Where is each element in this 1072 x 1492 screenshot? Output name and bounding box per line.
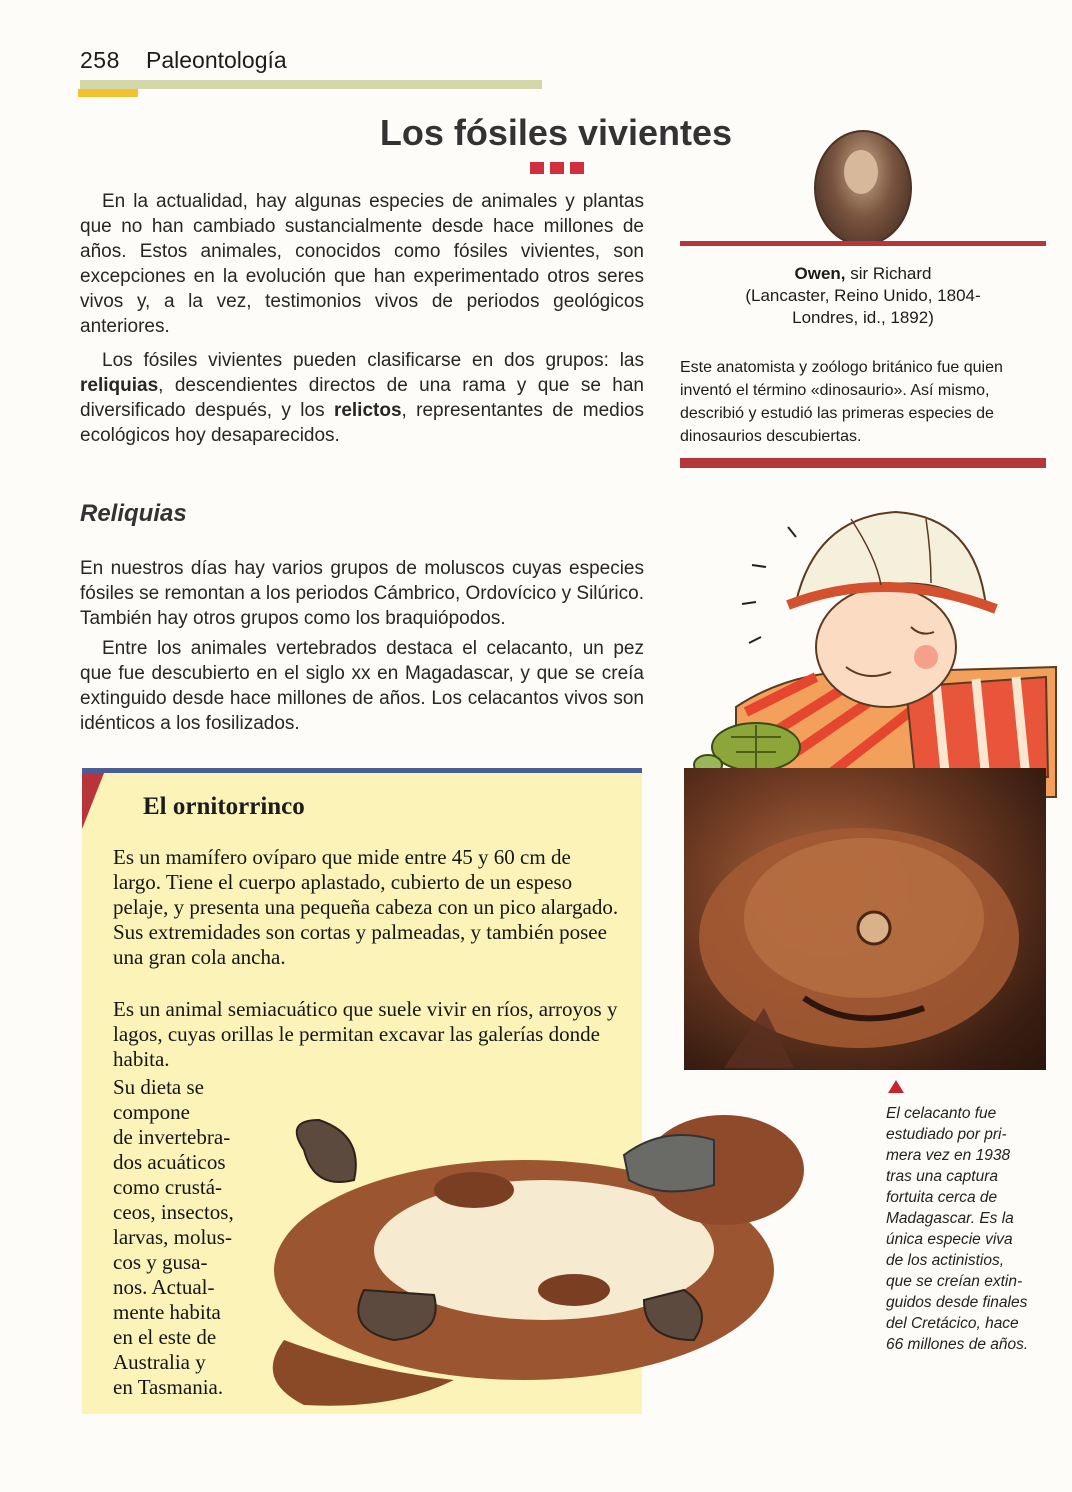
platypus-illustration bbox=[244, 1080, 844, 1410]
caption-line: única especie viva bbox=[886, 1231, 1013, 1248]
section-name: Paleontología bbox=[146, 47, 287, 73]
intro-paragraph-2 bbox=[80, 348, 644, 448]
box-line: dos acuáticos bbox=[113, 1150, 226, 1174]
explorer-cartoon-illustration bbox=[676, 497, 1066, 802]
box-paragraph-1: Es un mamífero ovíparo que mide entre 45 y 60 cm de largo. Tiene el cuerpo aplastado, cubierto de un espeso pelaje, y presenta una pequeña cabeza con un pico alargado. Sus extremidades son cortas y palmeadas, y también posee una gran cola ancha. bbox=[113, 845, 619, 969]
intro-text-b: , descendientes directos de una rama y que se han diversificado después, y los bbox=[80, 375, 644, 421]
box-line: como crustá- bbox=[113, 1175, 223, 1199]
bio-origin: (Lancaster, Reino Unido, 1804- bbox=[745, 286, 981, 305]
bio-name-rest: sir Richard bbox=[845, 264, 932, 283]
box-line: nos. Actual- bbox=[113, 1275, 215, 1299]
caption-line: tras una captura bbox=[886, 1168, 999, 1185]
caption-line: del Cretácico, hace bbox=[886, 1315, 1019, 1332]
intro-text-c: , representantes de medios ecológicos hoy desaparecidos. bbox=[80, 400, 645, 446]
bio-rule-top bbox=[680, 241, 1046, 246]
section-heading-reliquias: Reliquias bbox=[80, 500, 187, 527]
bio-heading bbox=[682, 263, 1044, 329]
header-accent bbox=[78, 89, 138, 97]
box-paragraph-2: Es un animal semiacuático que suele vivir en ríos, arroyos y lagos, cuyas orillas le permitan excavar las galerías donde habita. bbox=[113, 997, 618, 1071]
bio-description: Este anatomista y zoólogo británico fue quien inventó el término «dinosaurio». Así mismo, describió y estudió las primeras especies de dinosaurios descubiertas. bbox=[680, 359, 1003, 445]
box-title: El ornitorrinco bbox=[143, 793, 305, 820]
caption-line: guidos desde finales bbox=[886, 1294, 1028, 1311]
page-title: Los fósiles vivientes bbox=[379, 112, 733, 153]
caption-line: 66 millones de años. bbox=[886, 1336, 1029, 1353]
owen-portrait-face bbox=[844, 150, 878, 194]
bio-rule-bottom bbox=[680, 458, 1046, 468]
box-line: Su dieta se compone bbox=[113, 1075, 204, 1124]
coelacanth-caption bbox=[886, 1103, 1050, 1355]
reliquias-paragraph-1: En nuestros días hay varios grupos de moluscos cuyas especies fósiles se remontan a los periodos Cámbrico, Ordovícico y Silúrico. También hay otros grupos como los braquiópodos. bbox=[80, 558, 644, 629]
box-paragraph-3 bbox=[113, 1075, 283, 1400]
box-line: Australia y bbox=[113, 1350, 206, 1374]
box-corner-accent bbox=[82, 773, 104, 829]
caption-line: fortuita cerca de bbox=[886, 1189, 998, 1206]
caption-line: mera vez en 1938 bbox=[886, 1147, 1011, 1164]
term-reliquias: reliquias bbox=[80, 375, 159, 396]
page-number: 258 bbox=[80, 47, 120, 73]
coelacanth-photo bbox=[684, 768, 1046, 1070]
caption-line: de los actinistios, bbox=[886, 1252, 1005, 1269]
box-line: ceos, insectos, bbox=[113, 1200, 234, 1224]
caption-marker-icon bbox=[888, 1080, 904, 1093]
intro-text-a: Los fósiles vivientes pueden clasificarse en dos grupos: las bbox=[102, 350, 644, 371]
box-line: larvas, molus- bbox=[113, 1225, 232, 1249]
term-relictos: relictos bbox=[333, 400, 402, 421]
header-bar bbox=[80, 80, 542, 89]
box-line: mente habita bbox=[113, 1300, 221, 1324]
bio-name: Owen, bbox=[794, 264, 846, 283]
caption-line: El celacanto fue bbox=[886, 1105, 997, 1122]
bio-death: Londres, id., 1892) bbox=[792, 308, 934, 327]
box-line: en Tasmania. bbox=[113, 1375, 224, 1399]
caption-line: Madagascar. Es la bbox=[886, 1210, 1014, 1227]
box-line: en el este de bbox=[113, 1325, 217, 1349]
caption-line: estudiado por pri- bbox=[886, 1126, 1007, 1143]
reliquias-paragraph-2: Entre los animales vertebrados destaca el celacanto, un pez que fue descubierto en el siglo xx en Magadascar, y que se creía extinguido desde hace millones de años. Los celacantos vivos son idénticos a los fosilizados. bbox=[80, 638, 644, 734]
box-line: cos y gusa- bbox=[113, 1250, 208, 1274]
caption-line: que se creían extin- bbox=[886, 1273, 1023, 1290]
title-ornament bbox=[530, 162, 584, 174]
intro-paragraph-1: En la actualidad, hay algunas especies de animales y plantas que no han cambiado sustancialmente desde hace millones de años. Estos animales, conocidos como fósiles vivientes, son excepciones en la evolución que han experimentado otros seres vivos y, a la vez, testimonios vivos de periodos geológicos anteriores. bbox=[80, 191, 644, 337]
box-line: de invertebra- bbox=[113, 1125, 231, 1149]
